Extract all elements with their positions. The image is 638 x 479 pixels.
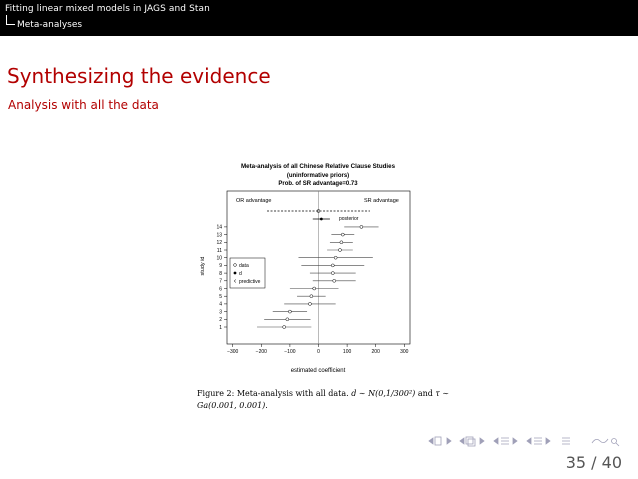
or-advantage-label: OR advantage [236,198,272,204]
sr-advantage-label: SR advantage [364,198,399,204]
study-point-4 [308,302,311,305]
beamer-header [0,0,638,36]
caption-label: Figure 2: [197,389,235,398]
study-point-9 [331,264,334,267]
nav-next-frame-icon[interactable] [447,438,451,444]
legend-entry-predictive: predictive [239,279,261,285]
section-title: Meta-analyses [17,20,83,30]
caption-conj: and [417,389,433,398]
study-point-6 [313,287,316,290]
y-tick-label: 6 [219,286,222,293]
caption-math-2: τ ∼ Ga(0.001, 0.001). [197,389,450,410]
y-tick-label: 10 [216,255,222,262]
y-tick-label: 12 [216,240,222,247]
d-point [320,218,323,221]
study-point-11 [338,249,341,252]
posterior-label: posterior [339,216,359,222]
beamer-navigation [426,433,632,447]
figure-caption [197,388,451,412]
nav-next-subsection-icon[interactable] [513,438,517,444]
study-point-1 [283,326,286,329]
nav-search-icon[interactable] [592,439,619,447]
study-point-14 [360,225,363,228]
y-tick-label: 7 [219,278,222,285]
nav-menu-icon[interactable] [562,438,570,444]
y-tick-label: 5 [219,294,222,300]
chart-subtitle-1: (uninformative priors) [286,173,350,179]
legend-marker-d [234,272,237,275]
x-tick-label: −300 [227,349,239,355]
y-tick-label: 9 [219,263,222,270]
chart-subtitle-2: Prob. of SR advantage=0.73 [278,181,358,187]
nav-prev-section-icon[interactable] [460,437,475,446]
y-tick-label: 1 [219,324,222,331]
study-point-2 [286,318,289,321]
y-tick-label: 14 [216,224,222,231]
y-tick-label: 8 [219,270,222,277]
page-number: 35 / 40 [565,453,622,472]
x-tick-label: −100 [284,349,296,355]
y-tick-label: 2 [219,317,222,324]
legend-entry-d: d [239,271,242,277]
chart-title: Meta-analysis of all Chinese Relative Clause Studies [240,163,396,170]
section-tree-mark [6,15,15,25]
slide-title: Synthesizing the evidence [7,64,271,88]
caption-text: Meta-analysis with all data. [236,389,349,398]
nav-prev-subsection-icon[interactable] [494,438,509,444]
x-tick-label: 200 [371,349,380,355]
nav-next-section-icon[interactable] [480,438,484,444]
study-point-10 [334,256,337,259]
y-tick-label: 13 [216,232,222,239]
study-point-13 [341,233,344,236]
x-axis-label: estimated coefficient [290,368,346,374]
y-axis-label: study id [200,256,206,276]
figure [196,154,456,387]
nav-prev-slide-icon[interactable] [527,438,542,444]
study-point-8 [331,272,334,275]
caption-math-1: d ∼ N(0,1/300²) [351,389,416,398]
legend-entry-data: data [239,263,249,269]
study-point-7 [333,279,336,282]
presentation-title: Fitting linear mixed models in JAGS and Stan [5,4,210,14]
nav-next-slide-icon[interactable] [546,438,550,444]
nav-prev-frame-icon[interactable] [429,437,441,445]
study-point-5 [310,295,313,298]
legend [230,258,265,288]
study-point-3 [288,310,291,313]
x-tick-label: 100 [342,349,352,355]
forest-plot [196,154,456,387]
slide-subtitle: Analysis with all the data [8,98,159,112]
x-tick-label: 0 [317,349,320,355]
y-tick-label: 4 [219,301,222,308]
study-point-12 [340,241,343,244]
x-tick-label: −200 [255,349,267,355]
x-tick-label: 300 [400,349,409,355]
y-tick-label: 3 [219,309,222,316]
y-tick-label: 11 [216,247,222,254]
